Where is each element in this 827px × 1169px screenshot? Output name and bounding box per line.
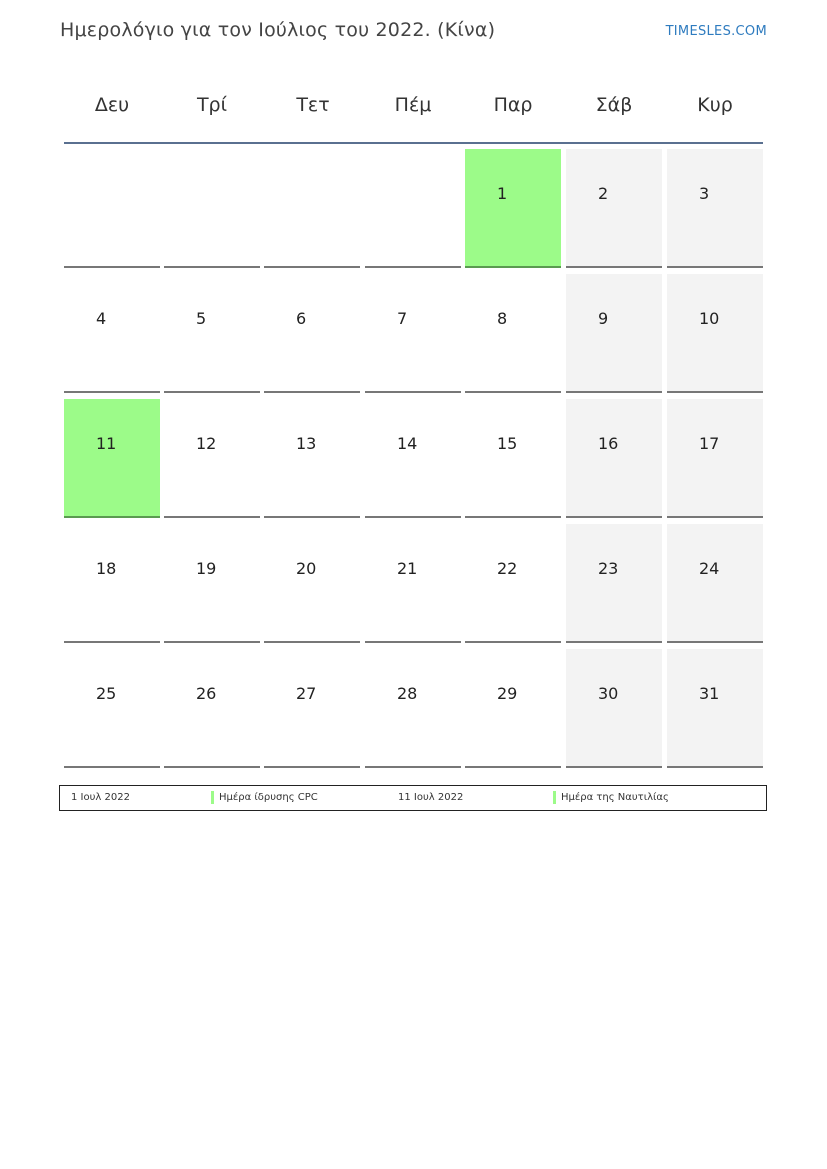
day-number: 17 [699, 434, 720, 453]
day-number: 19 [196, 559, 217, 578]
legend-holiday-label: Ημέρα της Ναυτιλίας [561, 792, 669, 803]
legend-holiday-label: Ημέρα ίδρυσης CPC [219, 792, 318, 803]
day-number: 2 [598, 184, 609, 203]
day-number: 5 [196, 309, 207, 328]
day-number: 8 [497, 309, 508, 328]
weekday-thu: Πέμ [394, 94, 432, 116]
holiday-legend [59, 785, 767, 811]
weekday-header-row [64, 70, 763, 144]
day-number: 21 [397, 559, 418, 578]
day-number: 16 [598, 434, 619, 453]
day-number: 3 [699, 184, 710, 203]
legend-holiday-1 [211, 792, 318, 803]
calendar-day [465, 274, 561, 393]
day-number: 14 [397, 434, 418, 453]
calendar-day [64, 274, 160, 393]
day-number: 24 [699, 559, 720, 578]
calendar-day [667, 524, 763, 643]
holiday-color-swatch [553, 791, 556, 804]
calendar-day [264, 524, 360, 643]
brand-link[interactable]: TIMESLES.COM [665, 24, 767, 39]
day-number: 11 [96, 434, 117, 453]
legend-date-2: 11 Ιουλ 2022 [398, 792, 464, 803]
day-number: 9 [598, 309, 609, 328]
day-number: 26 [196, 684, 217, 703]
page-title: Ημερολόγιο για τον Ιούλιος του 2022. (Κίνα) [60, 19, 496, 41]
day-number: 22 [497, 559, 518, 578]
calendar-day [164, 524, 260, 643]
calendar-day [264, 399, 360, 518]
calendar-day [465, 399, 561, 518]
legend-holiday-2 [553, 792, 669, 803]
day-number: 30 [598, 684, 619, 703]
calendar-day [566, 149, 662, 268]
day-number: 18 [96, 559, 117, 578]
calendar-day [264, 274, 360, 393]
day-number: 15 [497, 434, 518, 453]
calendar-day [667, 649, 763, 768]
calendar-day [365, 649, 461, 768]
calendar-empty-cell [164, 149, 260, 268]
calendar-day [64, 649, 160, 768]
calendar-day [465, 149, 561, 268]
day-number: 10 [699, 309, 720, 328]
day-number: 13 [296, 434, 317, 453]
day-number: 6 [296, 309, 307, 328]
calendar-day [566, 649, 662, 768]
weekday-tue: Τρί [196, 94, 228, 116]
calendar-day [667, 274, 763, 393]
day-number: 7 [397, 309, 408, 328]
weekday-wed: Τετ [296, 94, 330, 116]
calendar-empty-cell [264, 149, 360, 268]
calendar-day [365, 274, 461, 393]
calendar-day [465, 524, 561, 643]
day-number: 28 [397, 684, 418, 703]
calendar-day [667, 149, 763, 268]
day-number: 12 [196, 434, 217, 453]
legend-date-1: 1 Ιουλ 2022 [71, 792, 130, 803]
calendar-day [566, 274, 662, 393]
calendar-day [64, 399, 160, 518]
day-number: 23 [598, 559, 619, 578]
day-number: 27 [296, 684, 317, 703]
calendar-day [164, 399, 260, 518]
weekday-mon: Δευ [94, 94, 130, 116]
day-number: 4 [96, 309, 107, 328]
calendar-day [667, 399, 763, 518]
calendar-day [64, 524, 160, 643]
calendar-day [164, 649, 260, 768]
day-number: 20 [296, 559, 317, 578]
day-number: 31 [699, 684, 720, 703]
calendar-day [365, 524, 461, 643]
calendar-day [264, 649, 360, 768]
calendar-day [465, 649, 561, 768]
weekday-fri: Παρ [493, 94, 533, 116]
calendar-day [566, 399, 662, 518]
day-number: 1 [497, 184, 508, 203]
calendar-day [365, 399, 461, 518]
weekday-sun: Κυρ [697, 94, 733, 116]
day-number: 29 [497, 684, 518, 703]
calendar-day [164, 274, 260, 393]
day-number: 25 [96, 684, 117, 703]
weekday-sat: Σάβ [595, 94, 633, 116]
calendar-empty-cell [64, 149, 160, 268]
calendar-empty-cell [365, 149, 461, 268]
calendar-day [566, 524, 662, 643]
holiday-color-swatch [211, 791, 214, 804]
